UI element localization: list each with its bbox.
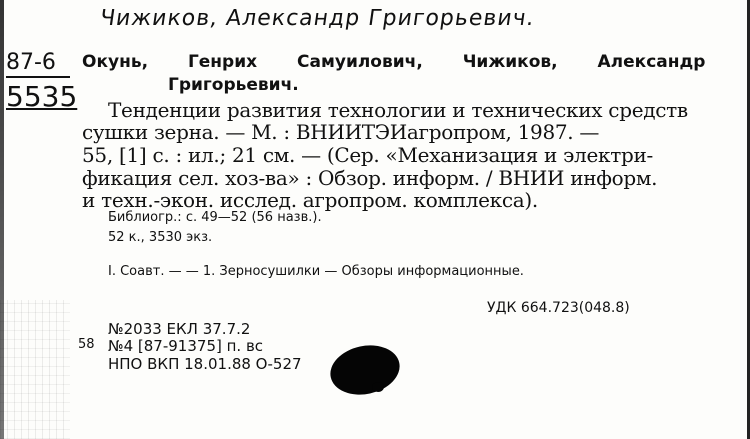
authors-line: Окунь, Генрих Самуилович, Чижиков, Александр (82, 52, 706, 72)
title-line: Тенденции развития технологии и технических средств (108, 98, 688, 122)
physical-description-line: 55, [1] с. : ил.; 21 см. — (Сер. «Механизация и электри- (82, 143, 653, 167)
publication-line: сушки зерна. — М. : ВНИИТЭИагропром, 1987. — (82, 120, 600, 144)
record-line: №4 [87-91375] п. вс (108, 337, 264, 355)
call-code-underline (6, 76, 70, 78)
series-line-continued: и техн.-экон. исслед. агропром. комплекса). (82, 188, 538, 212)
call-number: 5535 (6, 80, 78, 113)
ink-blot (326, 339, 404, 401)
series-line: фикация сел. хоз-ва» : Обзор. информ. / ВНИИ информ. (82, 166, 658, 190)
call-code: 87-6 (6, 50, 56, 75)
handwritten-header: Чижиков, Александр Григорьевич. (98, 6, 537, 31)
copies-note: 52 к., 3530 экз. (108, 230, 213, 245)
record-prefix: 58 (78, 337, 95, 352)
scan-noise (0, 300, 70, 439)
ink-blot-small (372, 382, 384, 392)
subject-headings: I. Соавт. — — 1. Зерносушилки — Обзоры информационные. (108, 264, 524, 279)
authors-line-continued: Григорьевич. (168, 75, 299, 95)
record-line: НПО ВКП 18.01.88 О-527 (108, 355, 302, 373)
record-line: №2033 ЕКЛ 37.7.2 (108, 320, 251, 338)
udk-code: УДК 664.723(048.8) (487, 300, 630, 316)
bibliography-note: Библиогр.: с. 49—52 (56 назв.). (108, 210, 322, 225)
